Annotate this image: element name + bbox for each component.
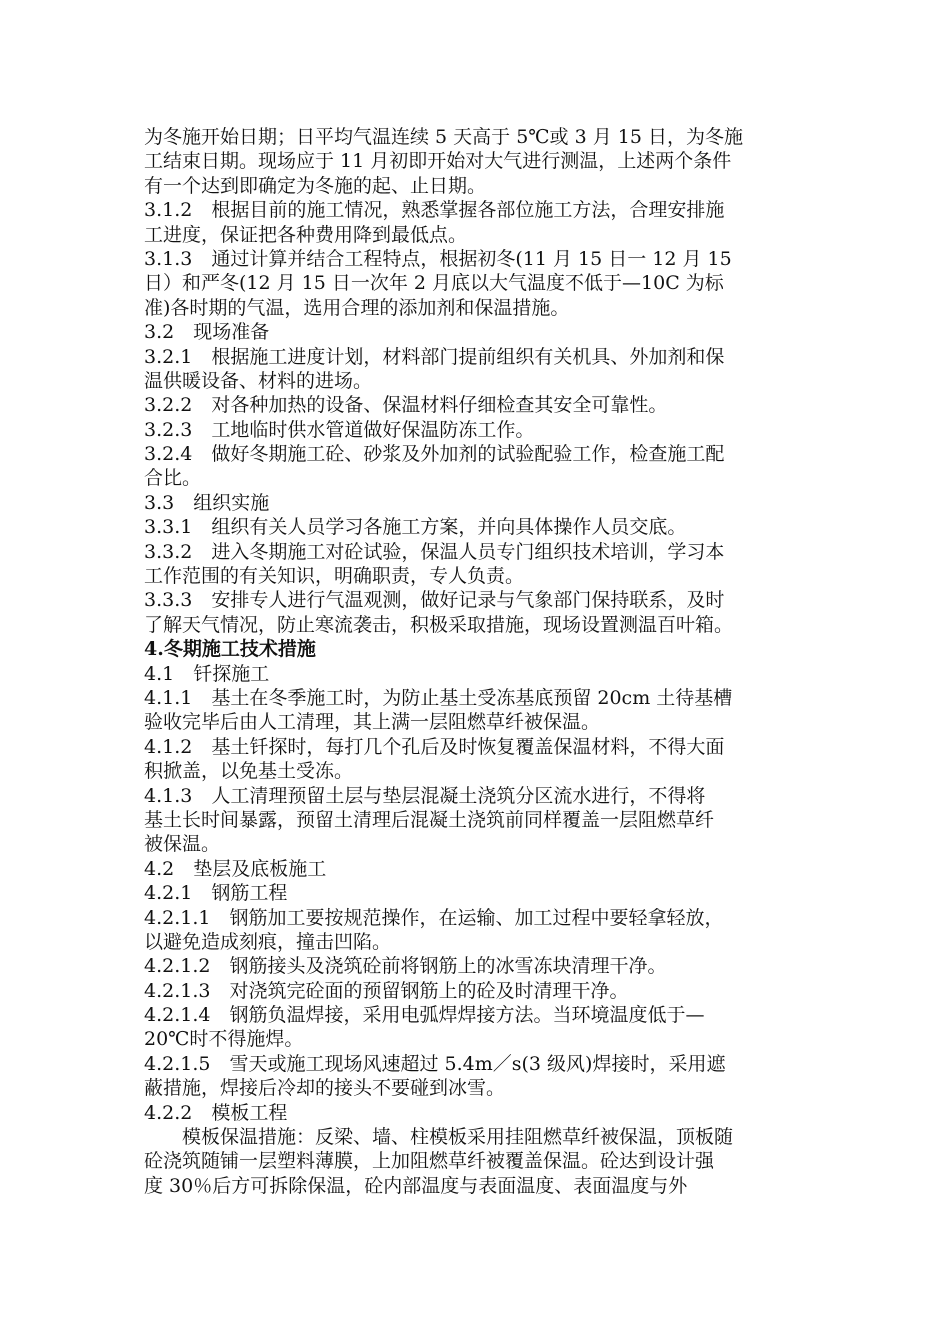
text-line: 验收完毕后由人工清理，其上满一层阻燃草纤被保温。 (144, 711, 601, 734)
text-line: 度 30％后方可拆除保温，砼内部温度与表面温度、表面温度与外 (144, 1174, 688, 1197)
clause-4-1-2: 4.1.2 基土钎探时，每打几个孔后及时恢复覆盖保温材料，不得大面 (144, 735, 725, 758)
text-line: 准)各时期的气温，选用合理的添加剂和保温措施。 (144, 296, 570, 319)
text-line: 被保温。 (144, 833, 221, 856)
text-line: 蔽措施，焊接后冷却的接头不要碰到冰雪。 (144, 1077, 506, 1100)
section-3-3-heading: 3.3 组织实施 (144, 491, 270, 514)
text-line: 有一个达到即确定为冬施的起、止日期。 (144, 174, 487, 197)
text-line: 为冬施开始日期；日平均气温连续 5 天高于 5℃或 3 月 15 日，为冬施 (144, 126, 743, 148)
clause-3-1-2: 3.1.2 根据目前的施工情况，熟悉掌握各部位施工方法，合理安排施 (144, 199, 725, 222)
clause-3-3-1: 3.3.1 组织有关人员学习各施工方案，并向具体操作人员交底。 (144, 516, 687, 539)
clause-4-2-1-2: 4.2.1.2 钢筋接头及浇筑砼前将钢筋上的冰雪冻块清理干净。 (144, 955, 667, 978)
text-line: 日）和严冬(12 月 15 日一次年 2 月底以大气温度不低于—10C 为标 (144, 272, 724, 295)
text-line: 工结束日期。现场应于 11 月初即开始对大气进行测温，上述两个条件 (144, 150, 732, 173)
clause-4-2-1-5: 4.2.1.5 雪天或施工现场风速超过 5.4m／s(3 级风)焊接时，采用遮 (144, 1052, 726, 1075)
clause-4-2-1-4: 4.2.1.4 钢筋负温焊接，采用电弧焊焊接方法。当环境温度低于— (144, 1004, 705, 1027)
clause-3-2-2: 3.2.2 对各种加热的设备、保温材料仔细检查其安全可靠性。 (144, 394, 668, 417)
chapter-4-heading: 4.冬期施工技术措施 (144, 638, 316, 661)
section-3-2-heading: 3.2 现场准备 (144, 321, 270, 344)
clause-4-1-1: 4.1.1 基土在冬季施工时，为防止基土受冻基底预留 20cm 土待基槽 (144, 686, 733, 709)
clause-4-2-1-1: 4.2.1.1 钢筋加工要按规范操作，在运输、加工过程中要轻拿轻放， (144, 906, 724, 929)
text-line: 基土长时间暴露，预留土清理后混凝土浇筑前同样覆盖一层阻燃草纤 (144, 808, 715, 831)
clause-3-2-4: 3.2.4 做好冬期施工砼、砂浆及外加剂的试验配验工作，检查施工配 (144, 443, 725, 466)
text-line: 了解天气情况，防止寒流袭击，积极采取措施，现场设置测温百叶箱。 (144, 613, 734, 636)
text-line: 温供暖设备、材料的进场。 (144, 369, 373, 392)
text-line: 合比。 (144, 467, 202, 490)
text-line: 砼浇筑随铺一层塑料薄膜，上加阻燃草纤被覆盖保温。砼达到设计强 (144, 1150, 715, 1173)
clause-3-3-2: 3.3.2 进入冬期施工对砼试验，保温人员专门组织技术培训，学习本 (144, 540, 725, 563)
text-line: 积掀盖，以免基土受冻。 (144, 760, 354, 783)
subsection-4-2-2: 4.2.2 模板工程 (144, 1101, 288, 1124)
clause-3-1-3: 3.1.3 通过计算并结合工程特点，根据初冬(11 月 15 日一 12 月 15 (144, 247, 732, 270)
paragraph-formwork: 模板保温措施：反梁、墙、柱模板采用挂阻燃草纤被保温，顶板随 (182, 1126, 734, 1149)
text-line: 20℃时不得施焊。 (144, 1028, 304, 1051)
text-line: 工进度，保证把各种费用降到最低点。 (144, 223, 468, 246)
clause-3-2-1: 3.2.1 根据施工进度计划，材料部门提前组织有关机具、外加剂和保 (144, 345, 725, 368)
subsection-4-2-1: 4.2.1 钢筋工程 (144, 882, 288, 905)
document-body (144, 125, 814, 1198)
section-4-1-heading: 4.1 钎探施工 (144, 662, 270, 685)
clause-4-2-1-3: 4.2.1.3 对浇筑完砼面的预留钢筋上的砼及时清理干净。 (144, 979, 629, 1002)
clause-3-3-3: 3.3.3 安排专人进行气温观测，做好记录与气象部门保持联系，及时 (144, 589, 725, 612)
text-line: 工作范围的有关知识，明确职责，专人负责。 (144, 565, 525, 588)
clause-4-1-3: 4.1.3 人工清理预留土层与垫层混凝土浇筑分区流水进行，不得将 (144, 784, 706, 807)
section-4-2-heading: 4.2 垫层及底板施工 (144, 857, 327, 880)
text-line: 以避免造成刻痕，撞击凹陷。 (144, 930, 392, 953)
clause-3-2-3: 3.2.3 工地临时供水管道做好保温防冻工作。 (144, 418, 535, 441)
